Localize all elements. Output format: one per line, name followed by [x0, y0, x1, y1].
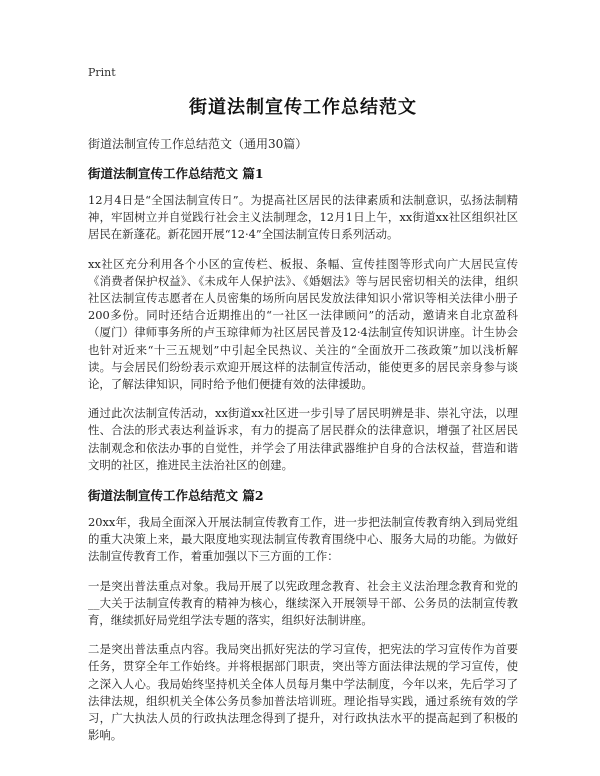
paragraph: 一是突出普法重点对象。我局开展了以宪政理念教育、社会主义法治理念教育和党的__大关于法制宣传教育的精神为核心，继续深入开展领导干部、公务员的法制宣传教育，继续抓好局党组学法专题的落实，组织好法制讲座。 — [88, 578, 518, 628]
paragraph: 20xx年，我局全面深入开展法制宣传教育工作，进一步把法制宣传教育纳入到局党组的重大决策上来，最大限度地实现法制宣传教育围绕中心、服务大局的功能。为做好法制宣传教育工作，着重加强以下三方面的工作： — [88, 515, 518, 564]
section-heading-2: 街道法制宣传工作总结范文 篇2 — [88, 488, 264, 504]
print-link[interactable]: Print — [88, 66, 116, 79]
paragraph: 通过此次法制宣传活动，xx街道xx社区进一步引导了居民明辨是非、崇礼守法，以理性、合法的形式表达利益诉求，有力的提高了居民群众的法律意识，增强了社区居民法制观念和依法办事的自觉性，并学会了用法律武器维护自身的合法权益，营造和谐文明的社区，推进民主法治社区的创建。 — [88, 406, 518, 472]
section-heading-1: 街道法制宣传工作总结范文 篇1 — [88, 166, 264, 181]
paragraph: 二是突出普法重点内容。我局突出抓好宪法的学习宣传，把宪法的学习宣传作为首要任务，贯穿全年工作始终。并将根据部门职责，突出等方面法律法规的学习宣传，使之深入人心。我局始终坚持机关全体人员每月集中学法制度，今年以来，先后学习了法律法规，组织机关全体公务员参加普法培训班。理论指导实践，通过系统有效的学习，广大执法人员的行政执法理念得到了提升，对行政执法水平的提高起到了积极的影响。 — [88, 642, 518, 743]
paragraph: 12月4日是“全国法制宣传日”。为提高社区居民的法律素质和法制意识，弘扬法制精神，牢固树立并自觉践行社会主义法制理念，12月1日上午，xx街道xx社区组织社区居民在新蓬花。新花园开展“12·4”全国法制宣传日系列活动。 — [88, 193, 518, 242]
document-subtitle: 街道法制宣传工作总结范文（通用30篇） — [88, 137, 308, 151]
paragraph: xx社区充分利用各个小区的宣传栏、板报、条幅、宣传挂图等形式向广大居民宣传《消费者保护权益》、《未成年人保护法》、《婚姻法》等与居民密切相关的法律，组织社区法制宣传志愿者在人员密集的场所向居民发放法律知识小常识等相关法律小册子200多份。同时还结合近期推出的“一社区一法律顾问”的活动，邀请来自北京盈科（厦门）律师事务所的卢玉琼律师为社区居民普及12·4法制宣传知识讲座。计生协会也针对近来“十三五规划”中引起全民热议、关注的“全面放开二孩政策”加以浅析解读。与会居民们纷纷表示欢迎开展这样的法制宣传活动，能使更多的居民亲身参与谈论，了解法律知识，同时给予他们便捷有效的法律援助。 — [88, 256, 518, 392]
document-page — [88, 66, 518, 756]
document-title: 街道法制宣传工作总结范文 — [189, 97, 417, 118]
